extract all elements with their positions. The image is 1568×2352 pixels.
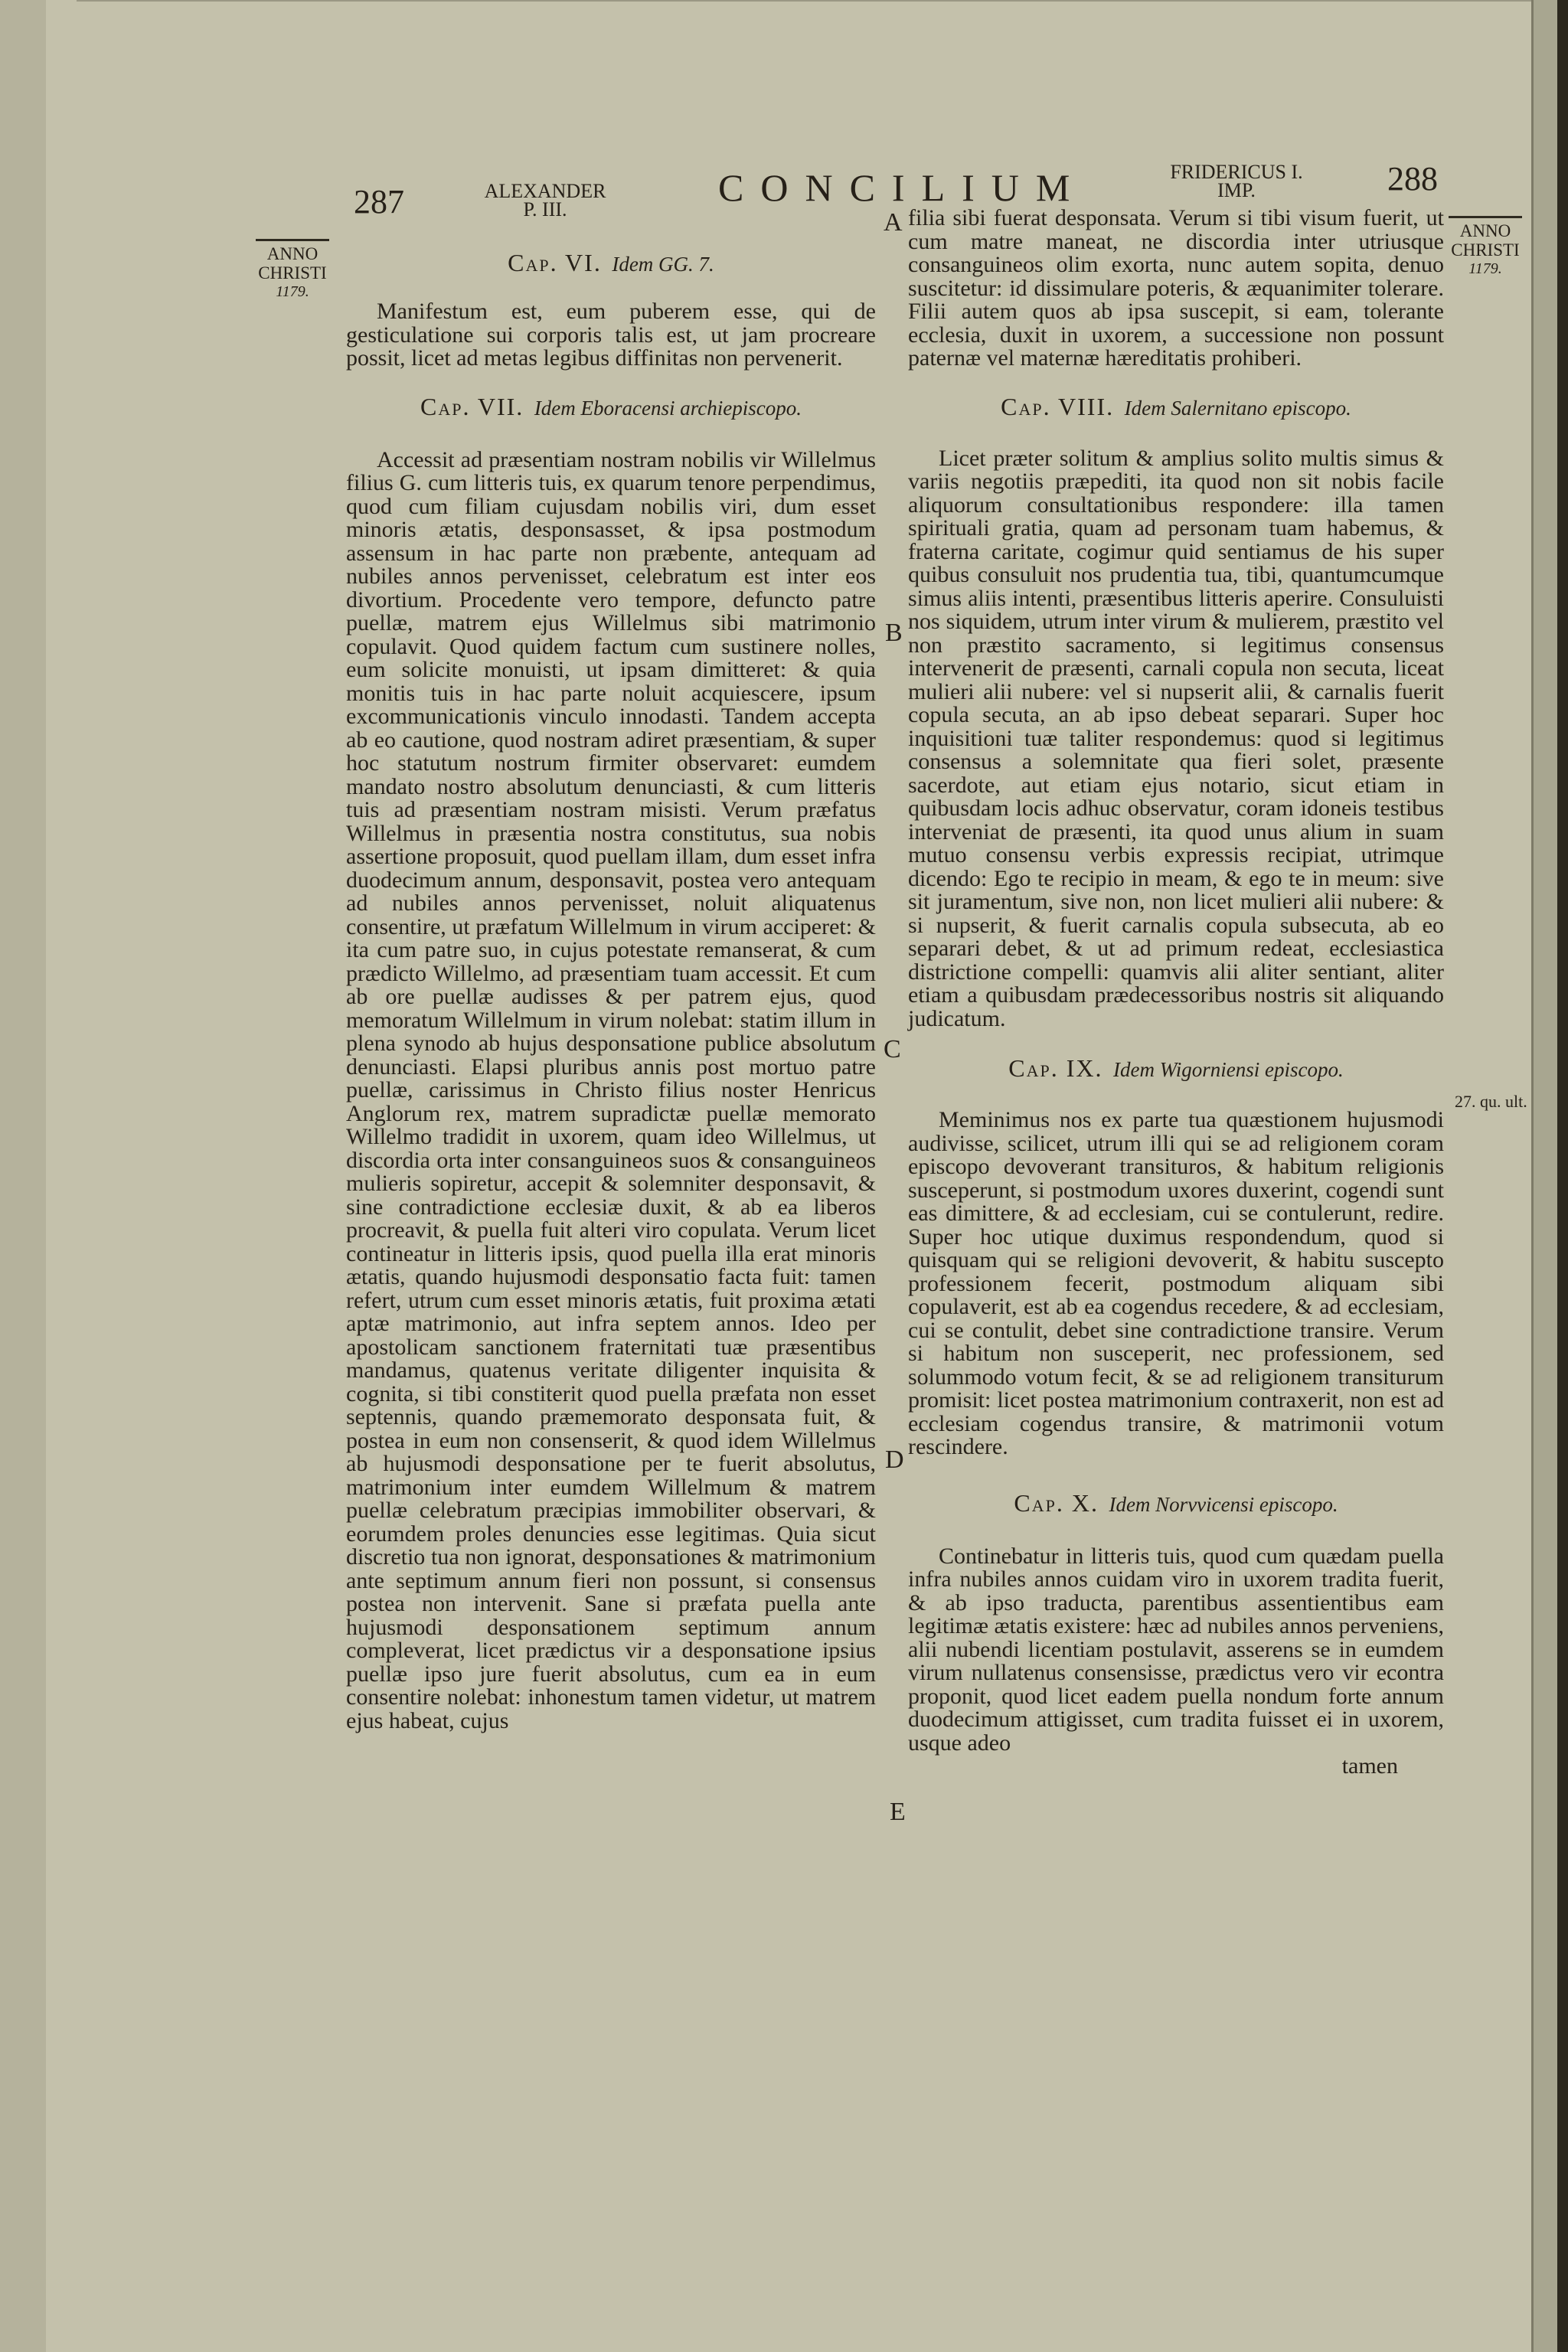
margin-letter-d: D: [885, 1446, 904, 1474]
continuation-text: filia sibi fuerat desponsata. Verum si tibi visum fuerit, ut cum matre maneat, ne discordia inter utriusque consanguineos olim exorta, nunc autem sopita, denuo suscitetur: id dissimulare poteris, & æquanimiter tolerare. Filii autem quos ab ipsa suscepit, si eam, tolerante ecclesia, duxit in uxorem, a successione non possunt paternæ vel maternæ hæreditatis prohiberi.: [908, 205, 1444, 371]
running-title: CONCILIUM: [718, 166, 1087, 209]
christi-label: CHRISTI: [258, 263, 327, 283]
page-number-right: 288: [1387, 160, 1438, 198]
cap6-number: Cap. VI.: [508, 249, 602, 276]
cap10-number: Cap. X.: [1014, 1488, 1099, 1517]
cap9-number: Cap. IX.: [1008, 1054, 1103, 1082]
page-number-left: 287: [354, 183, 404, 220]
cap10-addressee: Idem Norvvicensi episcopo.: [1109, 1492, 1338, 1516]
header-pope-name: ALEXANDER: [484, 180, 606, 202]
cap7-addressee: Idem Eboracensi archiepiscopo.: [534, 396, 802, 420]
cap8-text: Licet præter solitum & amplius solito multis simus & variis negotiis præpediti, ita quod non sit nobis facile aliquorum consultationibus respondere: illa tamen spirituali gratia, quam ad personam tuam habemus, & fraterna caritate, cogimur quid sentiamus de his super quibus consuluit nos prudentia tua, tibi, quantumcumque simus aliis intenti, præsentibus litteris aperire. Consuluisti nos siquidem, utrum inter virum & mulierem, præstito vel non præstito sacramento, si legitimus consensus intervenerit de præsenti, carnali copula non secuta, liceat mulieri alii nubere: vel si nupserit alii, & carnalis fuerit copula secuta, an ab ipso debeat separari. Super hoc inquisitioni tuæ taliter respondemus: quod si legitimus consensus a solemnitate qua fieri solet, præsente sacerdote, aut etiam ejus notario, sicut etiam in quibusdam locis adhuc observatur, coram idoneis testibus interveniat de præsenti, ita quod unus alium in suam mutuo consensu verbis expressis recipiat, utrimque dicendo: Ego te recipio in meam, & ego te in meum: sive sit juramentum, sive non, non licet mulieri alii nubere: & si nupserit, & fuerit carnalis copula subsecuta, ab eo separari debet, & ut ad primum redeat, ecclesiastica districtione compelli: quamvis alii aliter sentiant, aliter etiam a quibusdam prædecessoribus nostris sit aliquando judicatum.: [908, 445, 1444, 1031]
anno-christi-right: [1439, 216, 1531, 279]
facing-page-edge: [1531, 0, 1568, 2352]
header-pope-number: P. III.: [523, 198, 567, 220]
cap6-heading: [346, 250, 876, 277]
cap7-text: Accessit ad præsentiam nostram nobilis vir Willelmus filius G. cum litteris tuis, ex quarum tenore perpendimus, quod cum filiam cujusdam nobilis viri, dum esset minoris ætatis, desponsasset, & ipsa postmodum assensum in hac parte non præbente, antequam ad nubiles annos pervenisset, celebratum est inter eos divortium. Procedente vero tempore, defuncto patre puellæ, matrem ejus Willelmus sibi matrimonio copulavit. Quod quidem factum cum sustinere nolles, eum solicite monuisti, ut ipsam dimitteret: & quia monitis tuis in hac parte noluit acquiescere, ipsum excommunicationis vinculo innodasti. Tandem accepta ab eo cautione, quod nostram adiret præsentiam, & super hoc statutum nostrum firmiter observaret: eumdem mandato nostro absolutum denunciasti, & cum litteris tuis ad præsentiam nostram misisti. Verum præfatus Willelmus in præsentia nostra constitutus, sua nobis assertione proposuit, quod puellam illam, dum esset infra duodecimum annum, desponsavit, postea vero antequam ad nubiles annos pervenisset, noluit aliquatenus consentire, ut præfatum Willelmum in virum acciperet: & ita cum patre suo, in cujus potestate remanserat, & cum prædicto Willelmo, ad præsentiam tuam accessit. Et cum ab ore puellæ audisses & per patrem ejus, quod memoratum Willelmum in virum nolebat: statim illum in plena synodo ab hujus desponsatione publice absolutum denunciasti. Elapsi pluribus annis post mortuo patre puellæ, carissimus in Christo filius noster Henricus Anglorum rex, matrem supradictæ puellæ memorato Willelmo tradidit in uxorem, quam ideo Willelmus, ut discordia orta inter consanguineos suos & consanguineos mulieris sopiretur, accepit & solemniter desponsavit, & sine contradictione ecclesiæ duxit, & ab ea liberos procreavit, & puella fuit alteri viro copulata. Verum licet contineatur in litteris ipsis, quod puella illa erat minoris ætatis, quando hujusmodi desponsatio facta fuit: tamen refert, utrum cum esset minoris ætatis, fuit proxima ætati aptæ matrimonio, aut infra septem annos. Ideo per apostolicam sanctionem fraternitati tuæ præsentibus mandamus, quatenus veritate diligenter inquisita & cognita, si tibi constiterit quod puella præfata non esset septennis, quando præmemorato desponsata fuit, & postea in eum non consenserit, & quod idem Willelmus ab hujusmodi desponsatione per te fuerit absolutus, matrimonium inter eumdem Willelmum & matrem puellæ celebratum præcipias immobiliter observari, & eorumdem proles denuncies esse legitimas. Quia sicut discretio tua non ignorat, desponsationes & matrimonium ante septimum annum fieri non possunt, si consensus postea non intervenit. Sane si præfata puella ante hujusmodi desponsationem septimum annum compleverat, licet prædictus vir a desponsatione ipsius puellæ ipso jure fuerit absolutus, cum ea in eum consentire nolebat: inhonestum tamen videtur, ut matrem ejus habeat, cujus: [346, 446, 876, 1733]
anno-christi-left: [239, 239, 346, 302]
anno-year: 1179.: [1468, 260, 1502, 277]
cap9-heading: [908, 1055, 1444, 1083]
cap8-addressee: Idem Salernitano episcopo.: [1124, 396, 1351, 420]
top-rule: [77, 0, 1531, 2]
margin-letter-e: E: [890, 1798, 906, 1826]
binding-shadow: [1557, 0, 1568, 2352]
anno-label: ANNO: [1459, 221, 1511, 240]
anno-rule: [1449, 216, 1522, 218]
header-emperor-name: FRIDERICUS I.: [1170, 161, 1303, 183]
cap10-text: Continebatur in litteris tuis, quod cum quædam puella infra nubiles annos cuidam viro in uxorem tradita fuerit, & ab ipso traducta, parentibus assentientibus eam legitimæ ætatis existere: hæc ad nubiles annos perveniens, alii nubendi licentiam postulavit, asserens se in eumdem virum nullatenus consensisse, prædictus vero vir econtra proponit, quod licet eadem puella nondum forte annum duodecimum attigisset, cum tradita fuisset ei in uxorem, usque adeo: [908, 1543, 1444, 1756]
header-emperor: [1164, 163, 1309, 200]
right-column: [908, 207, 1444, 1778]
page-left-margin: [0, 0, 46, 2352]
anno-year: 1179.: [276, 283, 309, 300]
header-emperor-title: IMP.: [1217, 179, 1256, 201]
cap8-number: Cap. VIII.: [1001, 392, 1115, 420]
catchword: tamen: [1341, 1753, 1398, 1779]
left-column: [346, 207, 876, 1733]
side-note-reference: 27. qu. ult.: [1455, 1092, 1527, 1111]
christi-label: CHRISTI: [1451, 240, 1520, 260]
margin-letter-b: B: [885, 619, 903, 647]
cap6-addressee: Idem GG. 7.: [612, 253, 714, 276]
anno-rule: [256, 239, 329, 241]
cap9-text: Meminimus nos ex parte tua quæstionem hujusmodi audivisse, scilicet, utrum illi qui se ad religionem coram episcopo devoverant transituros, & habitum religionis susceperunt, si postmodum uxores duxerint, cogendi sunt eas dimittere, & ad ecclesiam, cui se contulerunt, redire. Super hoc utique duximus respondendum, quod si quisquam qui se religioni devoverit, & habitu suscepto professionem fecerit, postmodum aliquam sibi copulaverit, est ab ea cogendus recedere, & ad ecclesiam, cui se contulit, debet sine contradictione transire. Verum si habitum non susceperit, nec professionem, sed solummodo votum fecit, & se ad religionem transiturum promisit: licet postea matrimonium contraxerit, non est ad ecclesiam cogendus transire, & matrimonii votum rescindere.: [908, 1107, 1444, 1459]
cap8-heading: [908, 394, 1444, 421]
cap10-heading: [908, 1490, 1444, 1517]
anno-label: ANNO: [266, 244, 318, 263]
cap9-addressee: Idem Wigorniensi episcopo.: [1113, 1058, 1344, 1081]
cap7-number: Cap. VII.: [420, 392, 524, 420]
cap6-text: Manifestum est, eum puberem esse, qui de gesticulatione sui corporis talis est, ut jam procreare possit, licet ad metas legibus diffinitas non pervenerit.: [346, 299, 876, 371]
margin-letter-c: C: [884, 1035, 901, 1063]
cap7-heading: [346, 394, 876, 421]
margin-letter-a: A: [884, 208, 903, 237]
